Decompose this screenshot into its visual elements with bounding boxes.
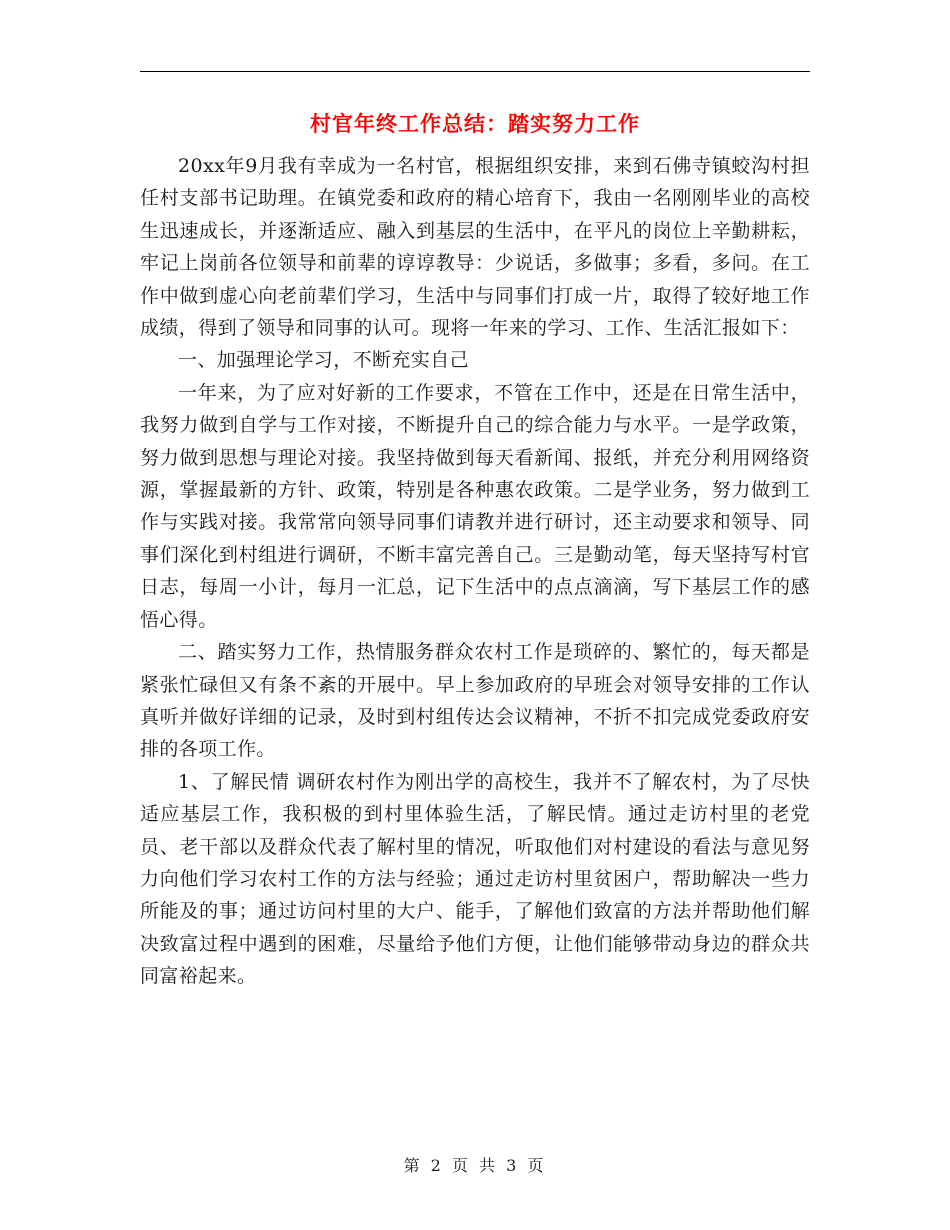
page-number-footer: 第 2 页 共 3 页 (403, 1156, 547, 1175)
document-title: 村官年终工作总结：踏实努力工作 (310, 111, 640, 136)
intro-paragraph: 20xx年9月我有幸成为一名村官，根据组织安排，来到石佛寺镇蛟沟村担任村支部书记助理。在镇党委和政府的精心培育下，我由一名刚刚毕业的高校生迅速成长，并逐渐适应、融入到基层的生活中，在平凡的岗位上辛勤耕耘，牢记上岗前各位领导和前辈的谆谆教导：少说话，多做事；多看，多问。在工作中做到虚心向老前辈们学习，生活中与同事们打成一片，取得了较好地工作成绩，得到了领导和同事的认可。现将一年来的学习、工作、生活汇报如下： (140, 155, 810, 340)
section-heading-1: 一、加强理论学习，不断充实自己 (178, 349, 470, 372)
header-rule (140, 71, 810, 72)
document-body (140, 150, 810, 993)
section-2-paragraph: 二、踏实努力工作，热情服务群众农村工作是琐碎的、繁忙的，每天都是紧张忙碌但又有条不紊的开展中。早上参加政府的早班会对领导安排的工作认真听并做好详细的记录，及时到村组传达会议精神，不折不扣完成党委政府安排的各项工作。 (140, 641, 810, 761)
section-1-paragraph: 一年来，为了应对好新的工作要求，不管在工作中，还是在日常生活中，我努力做到自学与工作对接，不断提升自己的综合能力与水平。一是学政策，努力做到思想与理论对接。我坚持做到每天看新闻、报纸，并充分利用网络资源，掌握最新的方针、政策，特别是各种惠农政策。二是学业务，努力做到工作与实践对接。我常常向领导同事们请教并进行研讨，还主动要求和领导、同事们深化到村组进行调研，不断丰富完善自己。三是勤动笔，每天坚持写村官日志，每周一小计，每月一汇总，记下生活中的点点滴滴，写下基层工作的感悟心得。 (140, 381, 810, 631)
subsection-1-paragraph: 1、了解民情 调研农村作为刚出学的高校生，我并不了解农村，为了尽快适应基层工作，我积极的到村里体验生活，了解民情。通过走访村里的老党员、老干部以及群众代表了解村里的情况，听取他们对村建设的看法与意见努力向他们学习农村工作的方法与经验；通过走访村里贫困户，帮助解决一些力所能及的事；通过访问村里的大户、能手，了解他们致富的方法并帮助他们解决致富过程中遇到的困难，尽量给予他们方便，让他们能够带动身边的群众共同富裕起来。 (140, 770, 810, 988)
